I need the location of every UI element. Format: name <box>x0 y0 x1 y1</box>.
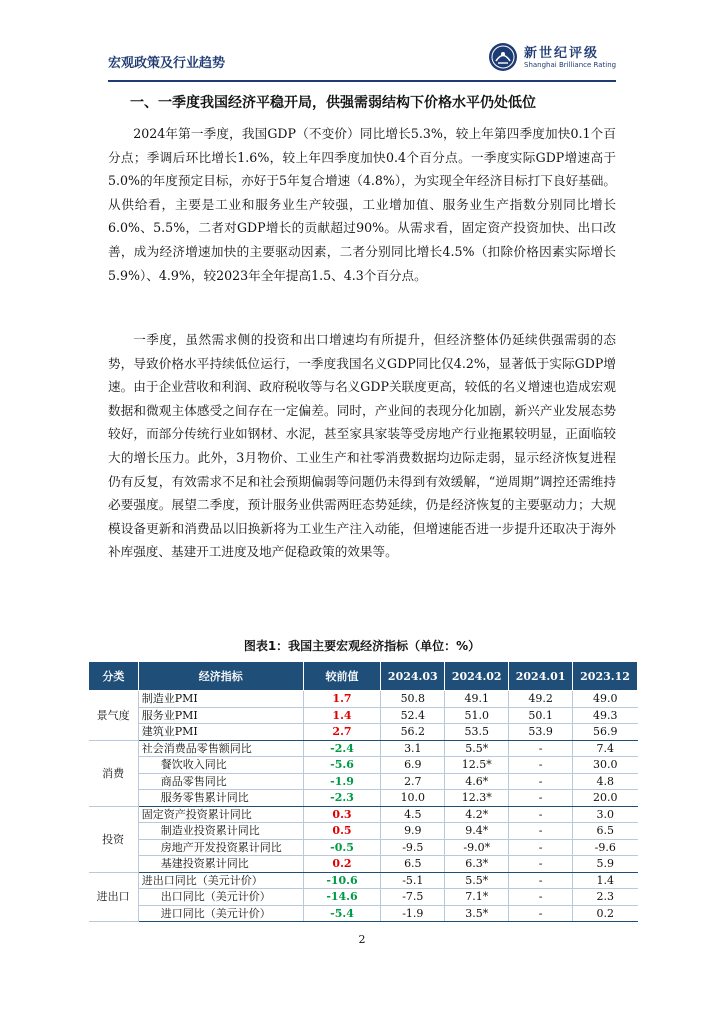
row-change-value: -2.4 <box>303 740 381 757</box>
row-change-value: 0.5 <box>303 823 381 840</box>
row-category: 进出口 <box>89 872 139 922</box>
row-change-value: 0.2 <box>303 856 381 873</box>
table-row <box>89 724 638 741</box>
column-header-change: 较前值 <box>303 662 381 691</box>
row-period-value: 2.3 <box>573 889 638 906</box>
row-period-value: 56.9 <box>573 724 638 741</box>
column-header-2024-01: 2024.01 <box>509 662 573 691</box>
row-period-value: - <box>509 823 573 840</box>
table-body <box>89 691 638 922</box>
paragraph-price-analysis: 一季度，虽然需求侧的投资和出口增速均有所提升，但经济整体仍延续供强需弱的态势，导致价格水平持续低位运行，一季度我国名义GDP同比仅4.2%，显著低于实际GDP增速。由于企业营收和利润、政府税收等与名义GDP关联度更高，较低的名义增速也造成宏观数据和微观主体感受之间存在一定偏差。同时，产业间的表现分化加剧，新兴产业发展态势较好，而部分传统行业如钢材、水泥，甚至家具家装等受房地产行业拖累较明显，正面临较大的增长压力。此外，3月物价、工业生产和社零消费数据均边际走弱，显示经济恢复进程仍有反复，有效需求不足和社会预期偏弱等问题仍未得到有效缓解，“逆周期”调控还需维持必要强度。展望二季度，预计服务业供需两旺态势延续，仍是经济恢复的主要驱动力；大规模设备更新和消费品以旧换新将为工业生产注入动能，但增速能否进一步提升还取决于海外补库强度、基建开工进度及地产促稳政策的效果等。 <box>108 332 616 560</box>
column-header-2023-12: 2023.12 <box>573 662 638 691</box>
row-indicator: 基建投资累计同比 <box>138 856 303 873</box>
row-period-value: - <box>509 773 573 790</box>
row-indicator: 出口同比（美元计价） <box>138 889 303 906</box>
row-change-value: -5.4 <box>303 905 381 922</box>
table-row <box>89 872 638 889</box>
column-header-2024-02: 2024.02 <box>445 662 509 691</box>
row-period-value: 12.3* <box>445 790 509 807</box>
row-period-value: 5.9 <box>573 856 638 873</box>
row-period-value: - <box>509 839 573 856</box>
row-period-value: - <box>509 740 573 757</box>
paragraph-gdp-overview: 2024年第一季度，我国GDP（不变价）同比增长5.3%，较上年第四季度加快0.1个百分点；季调后环比增长1.6%，较上年四季度加快0.4个百分点。一季度实际GDP增速高于5.0%的年度预定目标，亦好于5年复合增速（4.8%），为实现全年经济目标打下良好基础。从供给看，主要是工业和服务业生产较强，工业增加值、服务业生产指数分别同比增长6.0%、5.5%，二者对GDP增长的贡献超过90%。从需求看，固定资产投资加快、出口改善，成为经济增速加快的主要驱动因素，二者分别同比增长4.5%（扣除价格因素实际增长5.9%）、4.9%，较2023年全年提高1.5、4.3个百分点。 <box>108 126 616 283</box>
row-period-value: 5.5* <box>445 740 509 757</box>
row-change-value: 1.4 <box>303 707 381 724</box>
row-indicator: 进口同比（美元计价） <box>138 905 303 922</box>
row-period-value: - <box>509 856 573 873</box>
row-period-value: 7.4 <box>573 740 638 757</box>
table-row <box>89 707 638 724</box>
row-period-value: 6.5 <box>381 856 445 873</box>
row-period-value: 12.5* <box>445 757 509 774</box>
row-period-value: 6.9 <box>381 757 445 774</box>
row-period-value: 3.0 <box>573 806 638 823</box>
row-period-value: 7.1* <box>445 889 509 906</box>
column-header-indicator: 经济指标 <box>138 662 303 691</box>
row-period-value: 52.4 <box>381 707 445 724</box>
row-period-value: - <box>509 872 573 889</box>
row-period-value: - <box>509 757 573 774</box>
row-change-value: 1.7 <box>303 691 381 708</box>
table-header-row <box>89 662 638 691</box>
brand-logo <box>488 40 616 74</box>
table-row <box>89 905 638 922</box>
row-period-value: 2.7 <box>381 773 445 790</box>
row-change-value: -14.6 <box>303 889 381 906</box>
row-period-value: 50.8 <box>381 691 445 708</box>
row-period-value: 49.3 <box>573 707 638 724</box>
row-period-value: 49.0 <box>573 691 638 708</box>
table-row <box>89 856 638 873</box>
row-period-value: 4.2* <box>445 806 509 823</box>
row-category: 投资 <box>89 806 139 872</box>
row-period-value: 10.0 <box>381 790 445 807</box>
row-change-value: 0.3 <box>303 806 381 823</box>
row-period-value: -1.9 <box>381 905 445 922</box>
row-period-value: 4.6* <box>445 773 509 790</box>
logo-chinese-name: 新世纪评级 <box>524 46 600 61</box>
table-row <box>89 691 638 708</box>
row-category: 消费 <box>89 740 139 806</box>
row-period-value: 6.3* <box>445 856 509 873</box>
row-period-value: 56.2 <box>381 724 445 741</box>
row-period-value: 30.0 <box>573 757 638 774</box>
logo-seal-icon <box>488 42 518 72</box>
row-period-value: 1.4 <box>573 872 638 889</box>
table-caption: 图表1：我国主要宏观经济指标（单位：%） <box>243 639 481 653</box>
row-change-value: 2.7 <box>303 724 381 741</box>
row-period-value: 3.1 <box>381 740 445 757</box>
row-period-value: -9.6 <box>573 839 638 856</box>
row-change-value: -10.6 <box>303 872 381 889</box>
row-indicator: 商品零售同比 <box>138 773 303 790</box>
row-indicator: 服务业PMI <box>138 707 303 724</box>
page-header <box>108 40 616 78</box>
row-period-value: 4.8 <box>573 773 638 790</box>
row-period-value: 9.9 <box>381 823 445 840</box>
row-period-value: 53.5 <box>445 724 509 741</box>
row-period-value: - <box>509 806 573 823</box>
column-header-2024-03: 2024.03 <box>381 662 445 691</box>
row-indicator: 社会消费品零售额同比 <box>138 740 303 757</box>
row-period-value: 49.2 <box>509 691 573 708</box>
row-period-value: -9.0* <box>445 839 509 856</box>
row-period-value: 0.2 <box>573 905 638 922</box>
row-indicator: 建筑业PMI <box>138 724 303 741</box>
table-row <box>89 773 638 790</box>
row-change-value: -2.3 <box>303 790 381 807</box>
table-row <box>89 823 638 840</box>
row-indicator: 房地产开发投资累计同比 <box>138 839 303 856</box>
row-indicator: 进出口同比（美元计价） <box>138 872 303 889</box>
row-period-value: 4.5 <box>381 806 445 823</box>
row-period-value: -9.5 <box>381 839 445 856</box>
row-period-value: 49.1 <box>445 691 509 708</box>
row-period-value: 5.5* <box>445 872 509 889</box>
row-change-value: -5.6 <box>303 757 381 774</box>
table-row <box>89 790 638 807</box>
row-period-value: 51.0 <box>445 707 509 724</box>
row-period-value: - <box>509 790 573 807</box>
row-period-value: 53.9 <box>509 724 573 741</box>
row-period-value: -5.1 <box>381 872 445 889</box>
row-category: 景气度 <box>89 691 139 741</box>
row-period-value: 20.0 <box>573 790 638 807</box>
table-row <box>89 740 638 757</box>
table-row <box>89 839 638 856</box>
header-divider <box>108 80 616 82</box>
logo-english-name: Shanghai Brilliance Rating <box>524 61 617 69</box>
section-title: 一、一季度我国经济平稳开局，供强需弱结构下价格水平仍处低位 <box>130 95 536 111</box>
row-change-value: -0.5 <box>303 839 381 856</box>
row-indicator: 餐饮收入同比 <box>138 757 303 774</box>
row-indicator: 制造业投资累计同比 <box>138 823 303 840</box>
row-period-value: -7.5 <box>381 889 445 906</box>
macro-indicators-table <box>88 661 638 922</box>
row-period-value: - <box>509 889 573 906</box>
table-row <box>89 806 638 823</box>
table-row <box>89 757 638 774</box>
row-indicator: 服务零售累计同比 <box>138 790 303 807</box>
row-change-value: -1.9 <box>303 773 381 790</box>
column-header-category: 分类 <box>89 662 139 691</box>
page-number: 2 <box>358 933 366 946</box>
row-indicator: 制造业PMI <box>138 691 303 708</box>
row-period-value: 6.5 <box>573 823 638 840</box>
row-period-value: 9.4* <box>445 823 509 840</box>
row-period-value: 3.5* <box>445 905 509 922</box>
table-row <box>89 889 638 906</box>
row-indicator: 固定资产投资累计同比 <box>138 806 303 823</box>
row-period-value: 50.1 <box>509 707 573 724</box>
row-period-value: - <box>509 905 573 922</box>
header-title: 宏观政策及行业趋势 <box>108 56 226 71</box>
